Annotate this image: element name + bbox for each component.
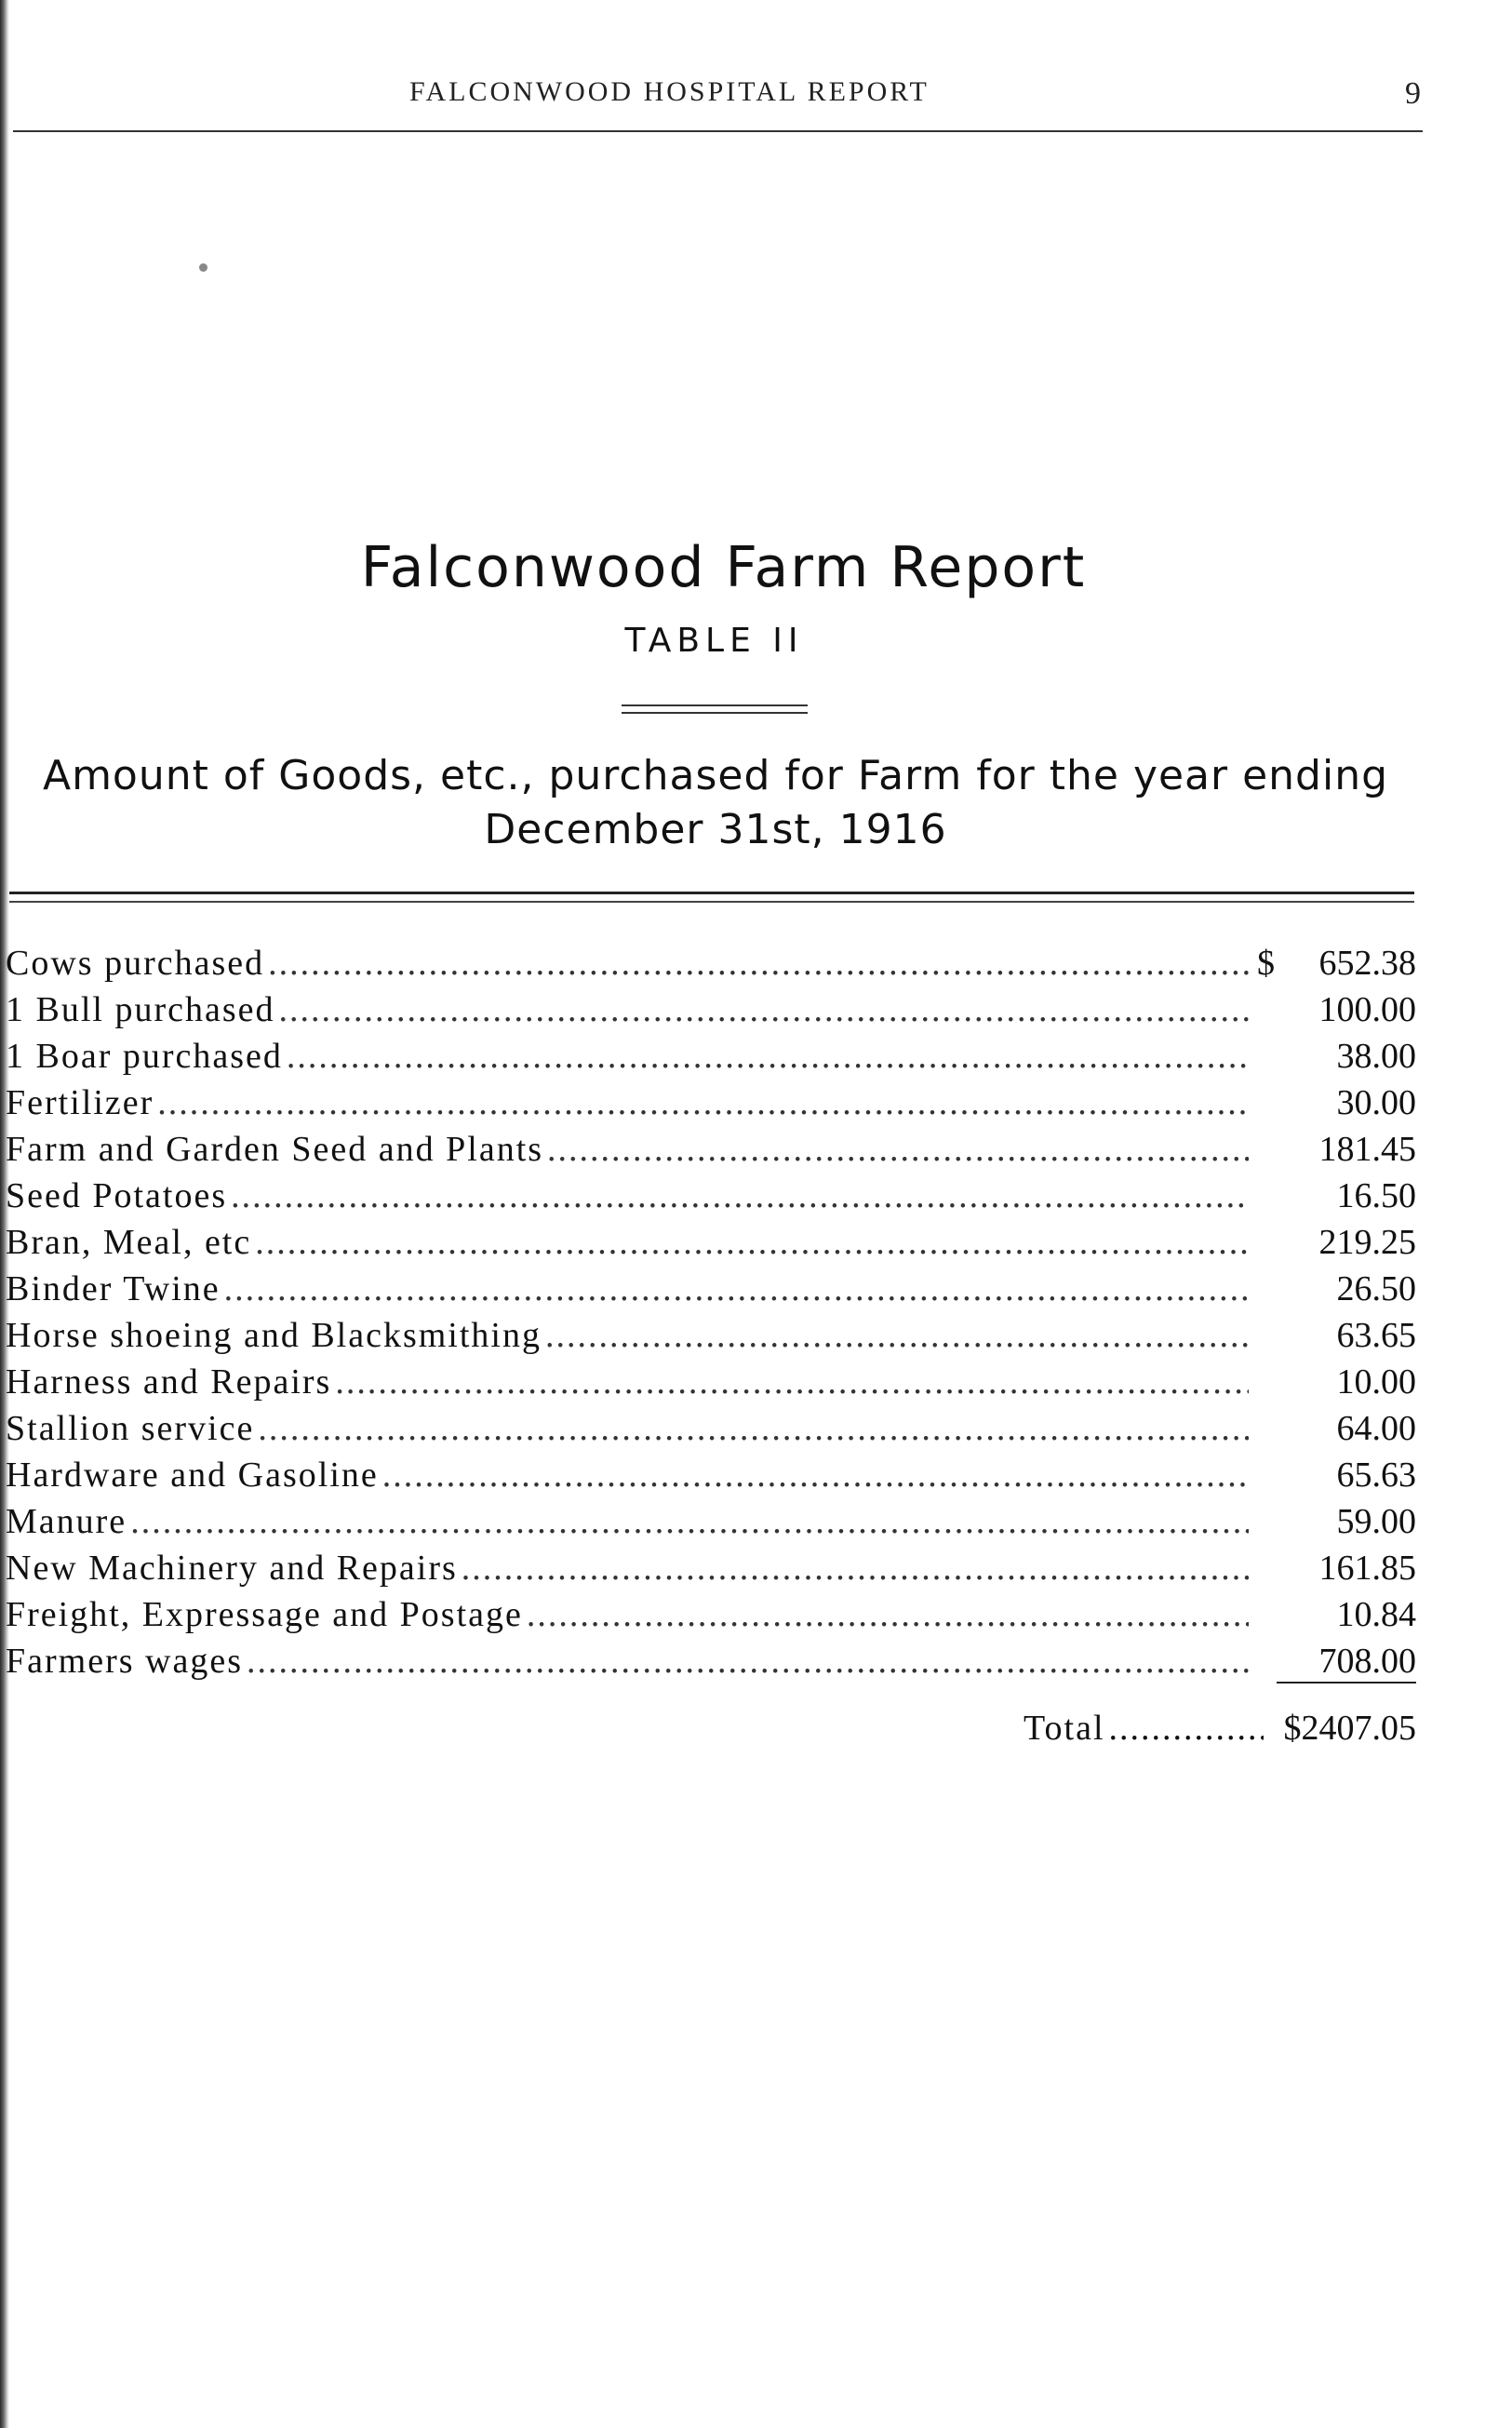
purchase-row	[6, 1548, 1416, 1594]
table-caption: Amount of Goods, etc., purchased for Farm for the year ending December 31st, 1916	[42, 752, 1389, 853]
purchase-row	[6, 1641, 1416, 1687]
purchase-row	[6, 989, 1416, 1036]
title-double-rule	[622, 704, 808, 714]
purchase-label: Hardware and Gasoline	[6, 1455, 379, 1495]
purchase-amount: 10.00	[1336, 1362, 1416, 1402]
dot-leader	[268, 943, 1249, 984]
purchase-row	[6, 1501, 1416, 1548]
purchase-row	[6, 1408, 1416, 1455]
dot-leader	[231, 1175, 1249, 1216]
dot-leader	[255, 1222, 1249, 1263]
dot-leader	[527, 1594, 1249, 1635]
dot-leader	[224, 1268, 1249, 1309]
purchase-amount: 100.00	[1318, 990, 1416, 1029]
purchase-label: Bran, Meal, etc	[6, 1223, 252, 1262]
purchase-row	[6, 1129, 1416, 1175]
purchase-label: Cows purchased	[6, 944, 265, 983]
purchase-label: Fertilizer	[6, 1083, 154, 1122]
dot-leader	[545, 1315, 1249, 1356]
purchase-label: Stallion service	[6, 1409, 255, 1448]
purchase-amount: 708.00	[1277, 1641, 1416, 1684]
purchase-amount: 63.65	[1336, 1316, 1416, 1355]
purchase-amount: 64.00	[1336, 1409, 1416, 1448]
purchase-label: Horse shoeing and Blacksmithing	[6, 1316, 542, 1355]
purchase-amount: 30.00	[1336, 1083, 1416, 1122]
purchase-amount: 38.00	[1336, 1037, 1416, 1076]
purchase-row	[6, 1594, 1416, 1641]
purchase-row	[6, 1455, 1416, 1501]
purchase-amount: 10.84	[1336, 1595, 1416, 1634]
purchase-label: Manure	[6, 1502, 127, 1541]
purchase-label: Freight, Expressage and Postage	[6, 1595, 523, 1634]
purchase-row	[6, 1222, 1416, 1268]
purchase-label: Binder Twine	[6, 1269, 221, 1308]
purchase-amount: 65.63	[1336, 1455, 1416, 1495]
ink-speck	[199, 263, 207, 272]
total-amount: $2407.05	[1283, 1709, 1416, 1748]
dot-leader	[258, 1408, 1249, 1449]
dot-leader	[462, 1548, 1249, 1589]
total-row	[1024, 1708, 1416, 1754]
dot-leader	[247, 1641, 1249, 1682]
dot-leader	[287, 1036, 1249, 1077]
purchase-label: 1 Bull purchased	[6, 990, 275, 1029]
purchase-amount: 59.00	[1336, 1502, 1416, 1541]
purchase-label: Farm and Garden Seed and Plants	[6, 1130, 544, 1169]
purchase-row	[6, 1268, 1416, 1315]
total-label: Total	[1024, 1709, 1105, 1748]
dot-leader	[157, 1082, 1249, 1123]
purchase-label: Harness and Repairs	[6, 1362, 332, 1402]
currency-symbol: $	[1257, 944, 1277, 983]
dot-leader	[130, 1501, 1249, 1542]
purchase-row	[6, 1082, 1416, 1129]
table-top-double-rule	[9, 892, 1414, 903]
purchase-amount: 219.25	[1318, 1223, 1416, 1262]
purchase-list	[6, 943, 1416, 1687]
purchase-amount: 16.50	[1336, 1176, 1416, 1215]
dot-leader	[279, 989, 1249, 1030]
purchase-amount: 26.50	[1336, 1269, 1416, 1308]
purchase-row	[6, 1175, 1416, 1222]
running-header	[0, 76, 1512, 114]
purchase-row	[6, 1362, 1416, 1408]
purchase-label: New Machinery and Repairs	[6, 1549, 458, 1588]
total-dot-leader	[1109, 1708, 1264, 1749]
running-title: FALCONWOOD HOSPITAL REPORT	[409, 76, 930, 107]
dot-leader	[382, 1455, 1249, 1496]
dot-leader	[335, 1362, 1249, 1402]
dot-leader	[547, 1129, 1249, 1170]
table-label: TABLE II	[624, 622, 804, 660]
purchase-label: 1 Boar purchased	[6, 1037, 283, 1076]
purchase-amount: 652.38	[1318, 944, 1416, 983]
header-rule	[13, 130, 1423, 132]
page-number: 9	[1405, 76, 1421, 111]
purchase-row	[6, 943, 1416, 989]
purchase-amount: 161.85	[1318, 1549, 1416, 1588]
purchase-label: Seed Potatoes	[6, 1176, 228, 1215]
purchase-label: Farmers wages	[6, 1642, 243, 1681]
report-title: Falconwood Farm Report	[360, 535, 1087, 600]
purchase-row	[6, 1315, 1416, 1362]
purchase-amount: 181.45	[1318, 1130, 1416, 1169]
purchase-row	[6, 1036, 1416, 1082]
